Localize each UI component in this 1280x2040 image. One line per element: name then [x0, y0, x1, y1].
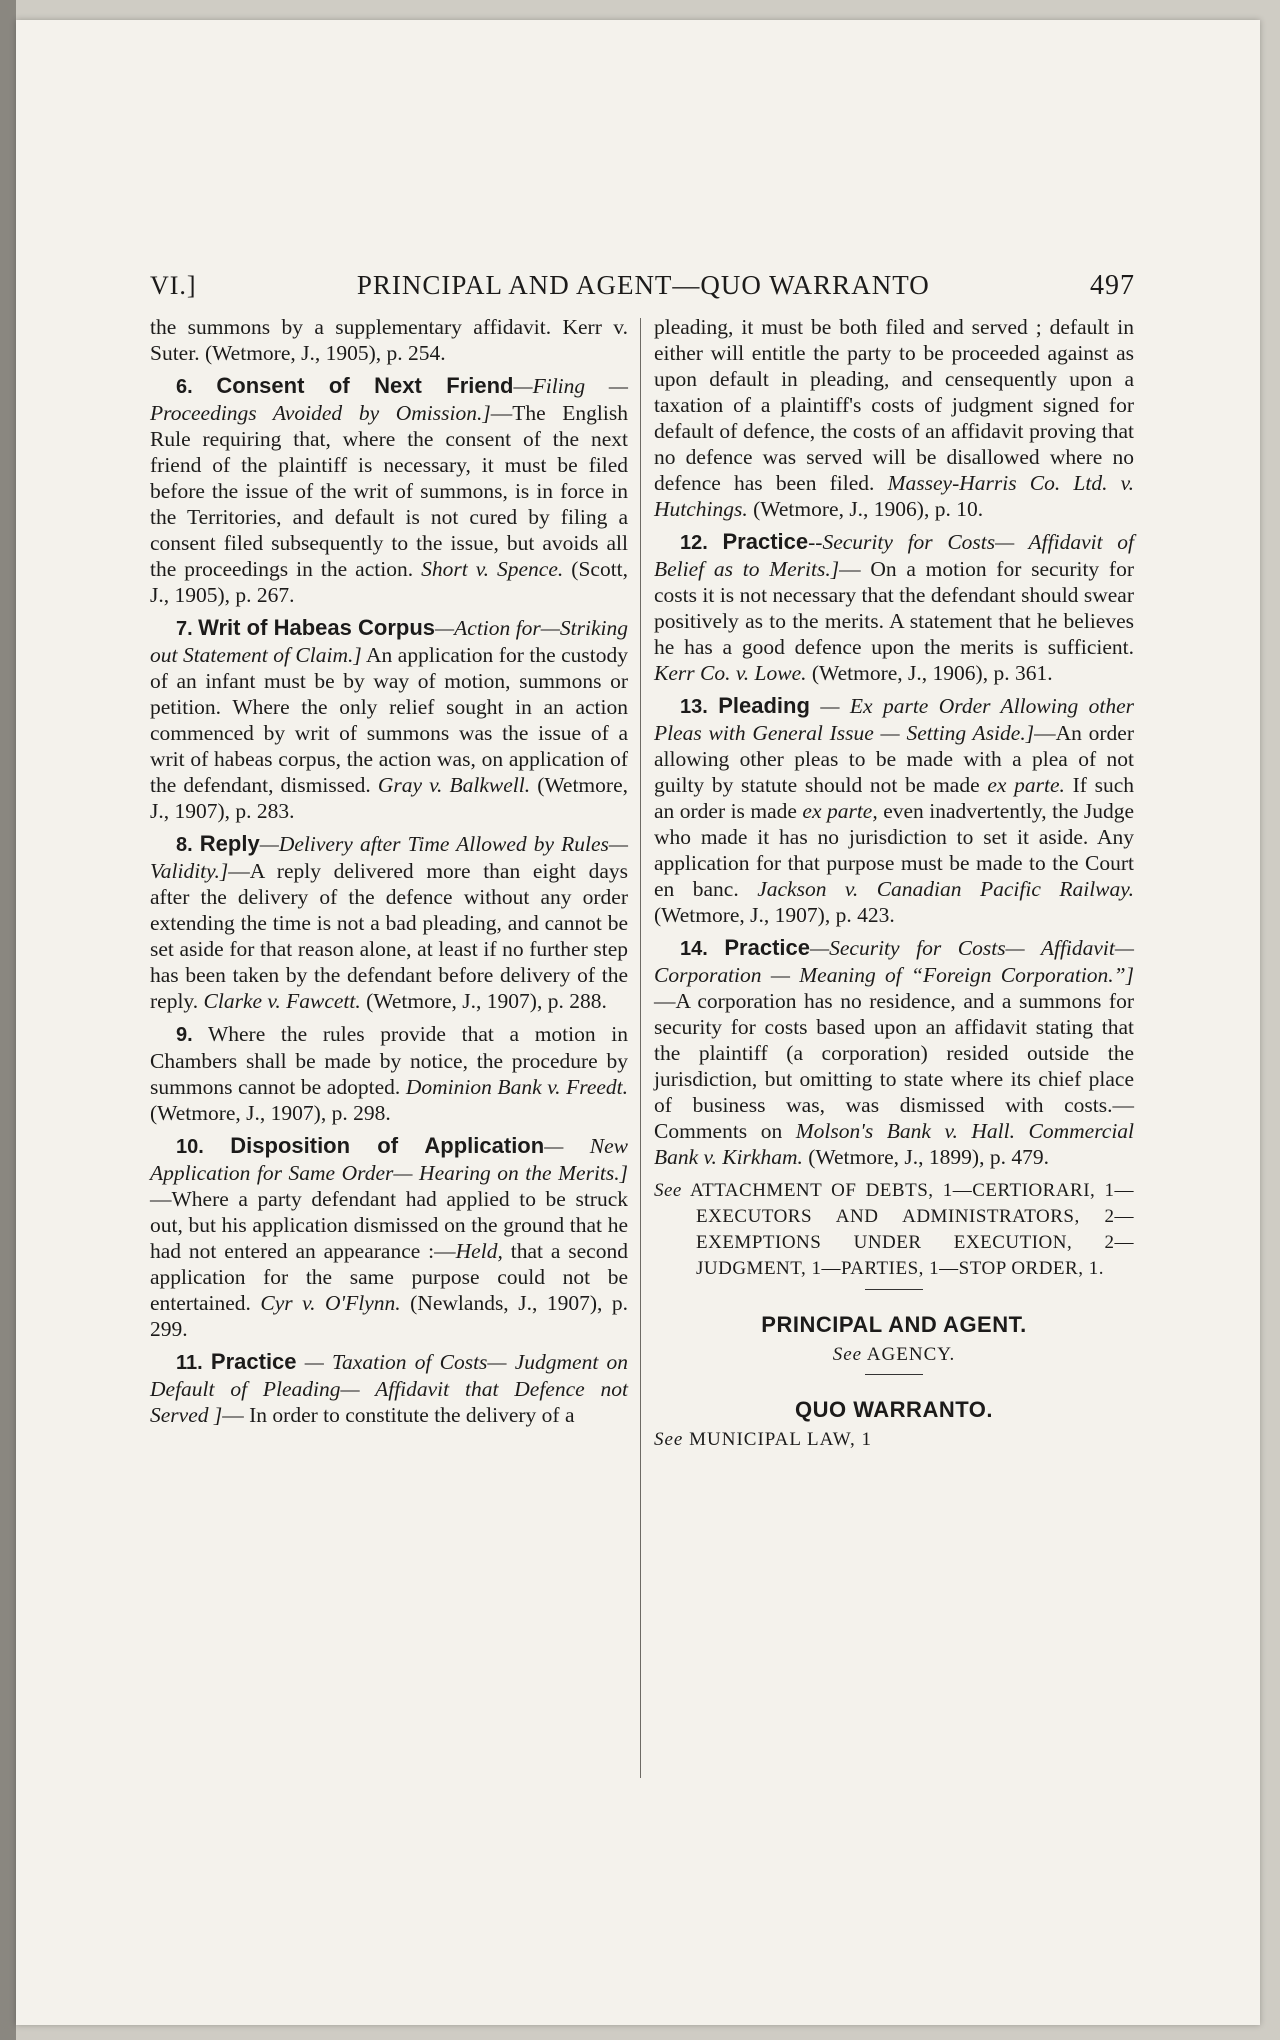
section-title-quo-warranto: QUO WARRANTO. [795, 1397, 993, 1422]
cross-references: ATTACHMENT OF DEBTS, 1—CERTIORARI, 1—EXECUTORS AND ADMINISTRATORS, 2—EXEMPTIONS UNDER EXECUTION, 2—JUDGMENT, 1—PARTIES, 1—STOP ORDER, 1. [690, 1180, 1134, 1279]
see-word: See [832, 1344, 863, 1365]
entry-text: An application for the custody of an infant must be by way of motion, summons or petition. Where the only relief sought in an action commenced by writ of summons was the issue of a writ of habeas corpus, the action was, on application of the defendant, dismissed. [150, 643, 628, 797]
entry-text: Where the rules provide that a motion in Chambers shall be made by notice, the procedure by summons cannot be adopted. [150, 1022, 628, 1099]
principal-see-reference [654, 1342, 1134, 1368]
citation: (Wetmore, J., 1899), p. 479. [808, 1145, 1049, 1169]
see-also-references [654, 1178, 1134, 1282]
entry-heading: Reply [199, 831, 260, 856]
case-name: Short v. Spence. [421, 557, 564, 581]
entry-subheading: — Ex parte Order Allowing other Pleas with General Issue — Setting Aside.] [654, 694, 1135, 745]
page-number: 497 [1090, 270, 1135, 301]
case-name: Dominion Bank v. Freedt. [405, 1075, 629, 1099]
running-title: PRINCIPAL AND AGENT—QUO WARRANTO [356, 270, 930, 300]
left-column [150, 314, 628, 1435]
entry-12 [654, 529, 1134, 686]
entry-8 [150, 831, 628, 1014]
entry-number: 7. [176, 618, 193, 640]
entry-heading: Disposition of Application [230, 1133, 545, 1158]
entry-number: 11. [176, 1352, 203, 1374]
right-column [654, 314, 1134, 1453]
entry-7 [150, 615, 628, 824]
running-header [150, 270, 1135, 310]
entry-number: 6. [176, 376, 193, 398]
case-name: Kerr Co. v. Lowe. [654, 661, 807, 685]
section-title-principal-and-agent: PRINCIPAL AND AGENT. [761, 1312, 1027, 1337]
entry-number: 12. [680, 532, 708, 554]
entry-number: 9. [176, 1024, 193, 1046]
entry-subheading: —Action for—Striking out Statement of Claim.] [150, 616, 628, 667]
entry-heading: Practice [210, 1349, 297, 1374]
ex-parte: ex parte. [987, 773, 1065, 797]
entry-14 [654, 935, 1134, 1170]
entry-text: pleading, it must be both filed and served ; default in either will entitle the party to be proceeded against as upon default in pleading, and censequently upon a taxation of a plaintiff's costs of judgment signed for default of defence, the costs of an affidavit proving that no defence was served will be disallowed where no defence has been filed. [654, 315, 1134, 495]
cross-reference: AGENCY. [866, 1344, 956, 1365]
citation: (Newlands, J., 1907), p. 299. [150, 1291, 628, 1341]
case-name: Clarke v. Fawcett. [203, 989, 361, 1013]
case-name: Cyr v. O'Flynn. [260, 1291, 401, 1315]
entry-subheading: —Filing —Proceedings Avoided by Omission.] [150, 374, 628, 425]
entry-10 [150, 1133, 628, 1342]
entry-text: If such an order is made [654, 773, 1134, 823]
entry-heading: Practice [722, 529, 809, 554]
citation: (Scott, J., 1905), p. 267. [150, 557, 629, 607]
entry-number: 14. [680, 938, 708, 960]
citation: (Wetmore, J., 1907), p. 298. [150, 1101, 391, 1125]
entry-text: —An order allowing other pleas to be made with a plea of not guilty by statute should not be made [654, 721, 1134, 797]
divider [865, 1289, 923, 1290]
entry-text: —Where a party defendant had applied to be struck out, but his application dismissed on the ground that he had not entered an appearance :— [150, 1187, 628, 1263]
entry-text: — In order to constitute the delivery of a [222, 1403, 575, 1427]
entry-9 [150, 1021, 628, 1126]
cross-reference: MUNICIPAL LAW, 1 [689, 1429, 872, 1450]
case-name: Massey-Harris Co. Ltd. v. Hutchings. [654, 471, 1134, 521]
divider [865, 1374, 923, 1375]
entry-text: even inadvertently, the Judge who made it has no jurisdiction to set it aside. Any application for that purpose must be made to the Court en banc. [654, 799, 1135, 901]
held-word: Held, [455, 1239, 503, 1263]
entry-11 [150, 1349, 628, 1428]
section-number: VI.] [150, 271, 197, 300]
entry-heading: Practice [724, 935, 810, 960]
entry-text: that a second application for the same purpose could not be entertained. [150, 1239, 628, 1315]
citation: (Wetmore, J., 1907), p. 288. [366, 989, 607, 1013]
entry-subheading: --Security for Costs— Affidavit of Belief as to Merits.] [654, 530, 1134, 581]
entry-heading: Pleading [718, 693, 810, 718]
ex-parte: ex parte, [802, 799, 878, 823]
entry-subheading: —Security for Costs— Affidavit—Corporation — Meaning of “Foreign Corporation.”] [654, 936, 1134, 987]
citation: (Wetmore, J., 1907), p. 423. [654, 903, 895, 927]
case-name: Jackson v. Canadian Pacific Railway. [757, 877, 1134, 901]
entry-text: —A corporation has no residence, and a summons for security for costs based upon an affidavit stating that the plaintiff (a corporation) resided outside the jurisdiction, but omitting to state where its chief place of business was, was dismissed with costs.—Comments on [654, 989, 1134, 1143]
citation: (Wetmore, J., 1906), p. 361. [811, 661, 1053, 685]
continuation-paragraph [654, 314, 1134, 522]
case-name: Commercial Bank v. Kirkham. [654, 1119, 1135, 1169]
entry-heading: Consent of Next Friend [216, 373, 514, 398]
entry-subheading: —Delivery after Time Allowed by Rules—Validity.] [150, 832, 628, 883]
entry-text: —A reply delivered more than eight days after the delivery of the defence without any order extending the time is not a bad pleading, and cannot be set aside for that reason alone, at least if no further step has been taken by the defendant before delivery of the reply. [150, 859, 628, 1013]
see-word: See [654, 1429, 684, 1450]
citation: (Wetmore, J., 1906), p. 10. [753, 497, 984, 521]
quo-see-reference [654, 1427, 1134, 1453]
entry-6 [150, 373, 628, 608]
entry-subheading: — New Application for Same Order— Hearing on the Merits.] [150, 1134, 628, 1185]
entry-number: 10. [176, 1136, 204, 1158]
column-divider [640, 318, 641, 1778]
entry-number: 13. [680, 696, 708, 718]
entry-text: —The English Rule requiring that, where the consent of the next friend of the plaintiff is necessary, it must be filed before the issue of the writ of summons, is in force in the Territories, and default is not cured by filing a consent filed subsequently to the issue, but avoids all the proceedings in the action. [150, 401, 628, 581]
entry-text: — On a motion for security for costs it is not necessary that the defendant should swear positively as to the merits. A statement that he believes he has a good defence upon the merits is sufficient. [654, 557, 1134, 659]
citation: (Wetmore, J., 1907), p. 283. [150, 773, 628, 823]
continuation-paragraph: the summons by a supplementary affidavit. Kerr v. Suter. (Wetmore, J., 1905), p. 254. [150, 315, 628, 365]
case-name: Gray v. Balkwell. [377, 773, 531, 797]
case-name: Molson's Bank v. Hall. [795, 1119, 1015, 1143]
entry-subheading: — Taxation of Costs— Judgment on Default of Pleading— Affidavit that Defence not Served ] [150, 1350, 629, 1427]
entry-number: 8. [176, 834, 193, 856]
entry-heading: Writ of Habeas Corpus [198, 615, 436, 640]
entry-13 [654, 693, 1134, 928]
see-word: See [654, 1180, 682, 1201]
book-gutter-edge [0, 0, 16, 2040]
